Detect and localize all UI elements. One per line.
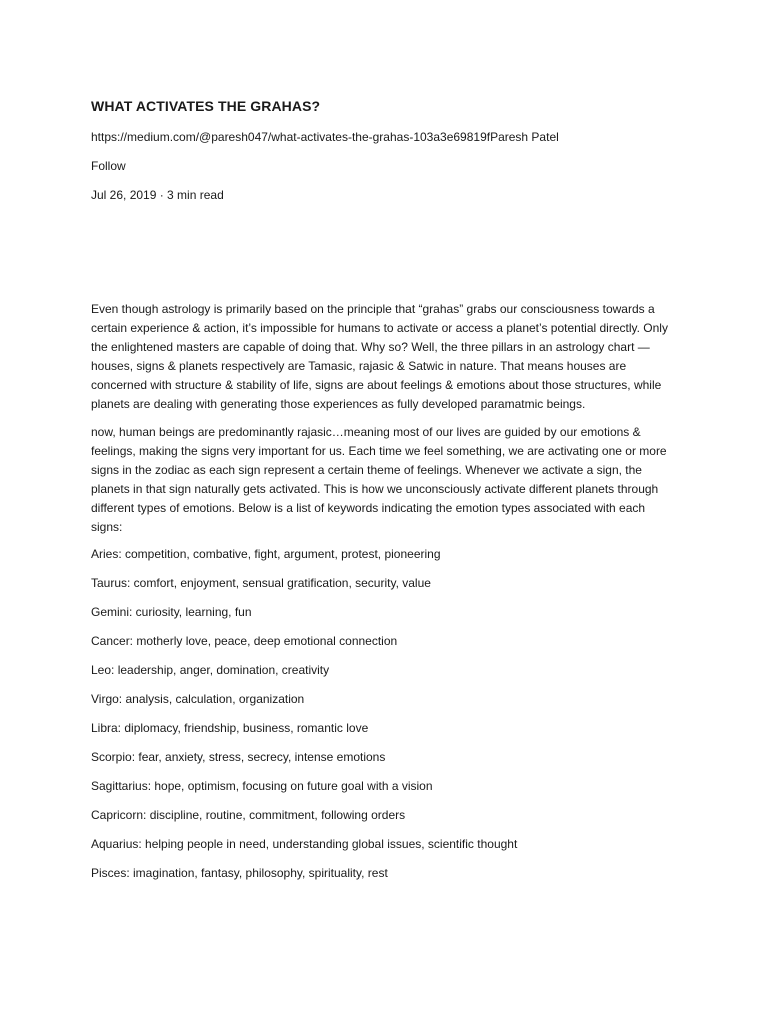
article-url-author: https://medium.com/@paresh047/what-activates-the-grahas-103a3e69819fParesh Patel <box>91 130 559 144</box>
body-paragraph-2: now, human beings are predominantly rajasic…meaning most of our lives are guided by our emotions & feelings, making the signs very important for us. Each time we feel something, we are activating one or more signs in the zodiac as each sign represent a certain theme of feelings. Whenever we activate a sign, the planets in that sign naturally gets activated. This is how we unconsciously activate different planets through different types of emotions. Below is a list of keywords indicating the emotion types associated with each signs: <box>91 425 667 534</box>
sign-item-libra: Libra: diplomacy, friendship, business, romantic love <box>91 721 369 735</box>
article-date: Jul 26, 2019 · 3 min read <box>91 188 224 202</box>
sign-item-sagittarius: Sagittarius: hope, optimism, focusing on future goal with a vision <box>91 779 433 793</box>
sign-item-virgo: Virgo: analysis, calculation, organization <box>91 692 305 706</box>
sign-item-aquarius: Aquarius: helping people in need, understanding global issues, scientific thought <box>91 837 518 851</box>
sign-item-scorpio: Scorpio: fear, anxiety, stress, secrecy, intense emotions <box>91 750 386 764</box>
document-page <box>91 96 679 894</box>
sign-item-gemini: Gemini: curiosity, learning, fun <box>91 605 252 619</box>
sign-item-taurus: Taurus: comfort, enjoyment, sensual gratification, security, value <box>91 576 431 590</box>
sign-item-pisces: Pisces: imagination, fantasy, philosophy, spirituality, rest <box>91 866 388 880</box>
blank-space <box>91 203 679 300</box>
body-paragraph-1: Even though astrology is primarily based on the principle that “grahas” grabs our consciousness towards a certain experience & action, it’s impossible for humans to activate or access a planet’s potential directly. Only the enlightened masters are capable of doing that. Why so? Well, the three pillars in an astrology chart — houses, signs & planets respectively are Tamasic, rajasic & Satwic in nature. That means houses are concerned with structure & stability of life, signs are about feelings & emotions about those structures, while planets are dealing with generating those experiences as fully developed paramatmic beings. <box>91 302 668 411</box>
sign-item-cancer: Cancer: motherly love, peace, deep emotional connection <box>91 634 398 648</box>
sign-item-leo: Leo: leadership, anger, domination, creativity <box>91 663 330 677</box>
follow-text: Follow <box>91 159 126 173</box>
sign-item-aries: Aries: competition, combative, fight, argument, protest, pioneering <box>91 547 441 561</box>
article-title: WHAT ACTIVATES THE GRAHAS? <box>91 98 321 114</box>
zodiac-sign-list <box>91 546 679 881</box>
sign-item-capricorn: Capricorn: discipline, routine, commitment, following orders <box>91 808 406 822</box>
